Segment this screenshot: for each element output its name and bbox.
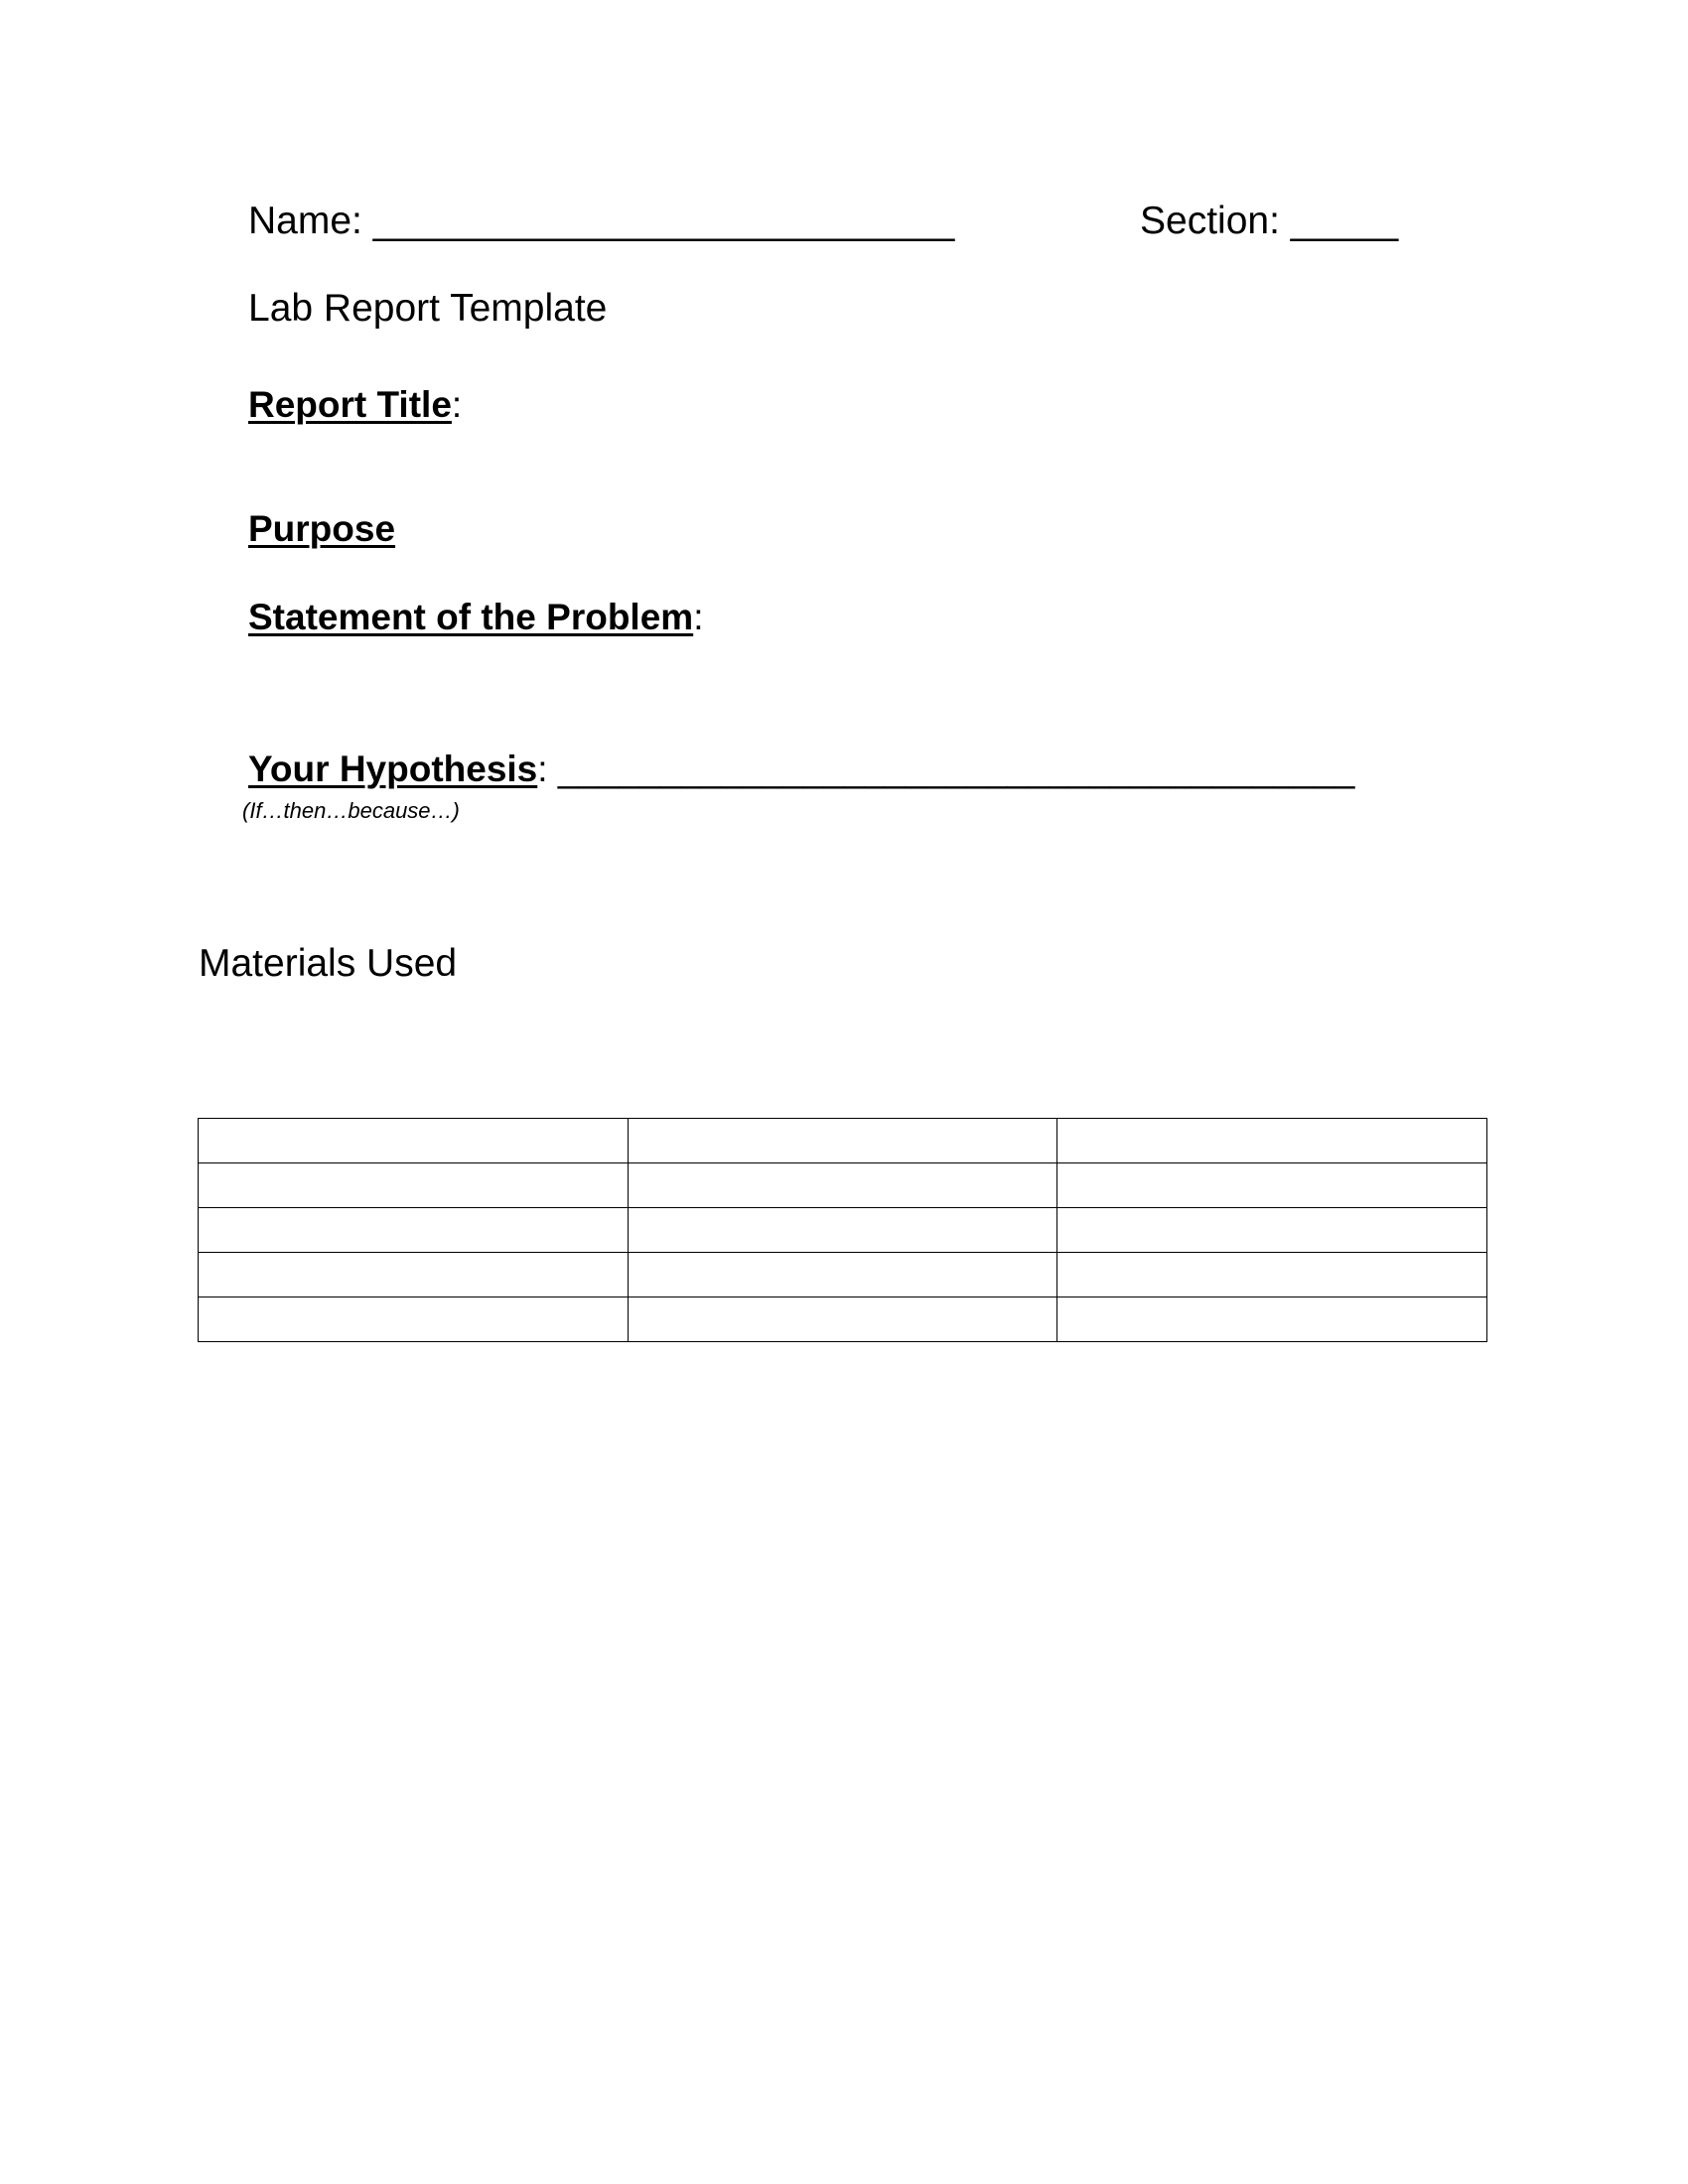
table-cell[interactable] <box>199 1253 629 1297</box>
hypothesis-blank[interactable]: _______________________________________ <box>557 749 1355 789</box>
section-label: Section: <box>1140 200 1280 242</box>
table-cell[interactable] <box>1057 1163 1487 1208</box>
table-cell[interactable] <box>628 1297 1057 1342</box>
table-row <box>199 1253 1487 1297</box>
table-row <box>199 1163 1487 1208</box>
section-blank[interactable]: _____ <box>1290 200 1399 242</box>
table-row <box>199 1297 1487 1342</box>
report-title-label: Report Title <box>248 384 452 425</box>
table-cell[interactable] <box>1057 1119 1487 1163</box>
materials-table-body <box>199 1119 1487 1342</box>
problem-colon: : <box>693 597 704 637</box>
table-cell[interactable] <box>628 1163 1057 1208</box>
section-field-line <box>1140 202 1398 240</box>
table-cell[interactable] <box>628 1119 1057 1163</box>
table-cell[interactable] <box>628 1208 1057 1253</box>
hypothesis-field <box>248 751 1354 787</box>
table-cell[interactable] <box>628 1253 1057 1297</box>
table-cell[interactable] <box>199 1297 629 1342</box>
hypothesis-label: Your Hypothesis <box>248 749 538 789</box>
name-blank[interactable]: ___________________________ <box>372 200 955 242</box>
problem-statement-field <box>248 599 703 635</box>
table-cell[interactable] <box>199 1119 629 1163</box>
hypothesis-hint: (If…then…because…) <box>242 798 460 823</box>
table-cell[interactable] <box>1057 1297 1487 1342</box>
table-cell[interactable] <box>199 1163 629 1208</box>
hypothesis-colon: : <box>537 749 548 789</box>
materials-heading: Materials Used <box>199 942 458 985</box>
table-row <box>199 1208 1487 1253</box>
name-label: Name: <box>248 200 362 242</box>
report-title-field <box>248 386 462 423</box>
table-row <box>199 1119 1487 1163</box>
table-cell[interactable] <box>199 1208 629 1253</box>
purpose-label: Purpose <box>248 508 396 549</box>
table-cell[interactable] <box>1057 1253 1487 1297</box>
document-title: Lab Report Template <box>248 287 608 330</box>
purpose-heading <box>248 510 395 547</box>
name-field-line <box>248 202 954 240</box>
problem-label: Statement of the Problem <box>248 597 694 637</box>
report-title-colon: : <box>451 384 463 425</box>
table-cell[interactable] <box>1057 1208 1487 1253</box>
materials-table <box>198 1118 1487 1342</box>
